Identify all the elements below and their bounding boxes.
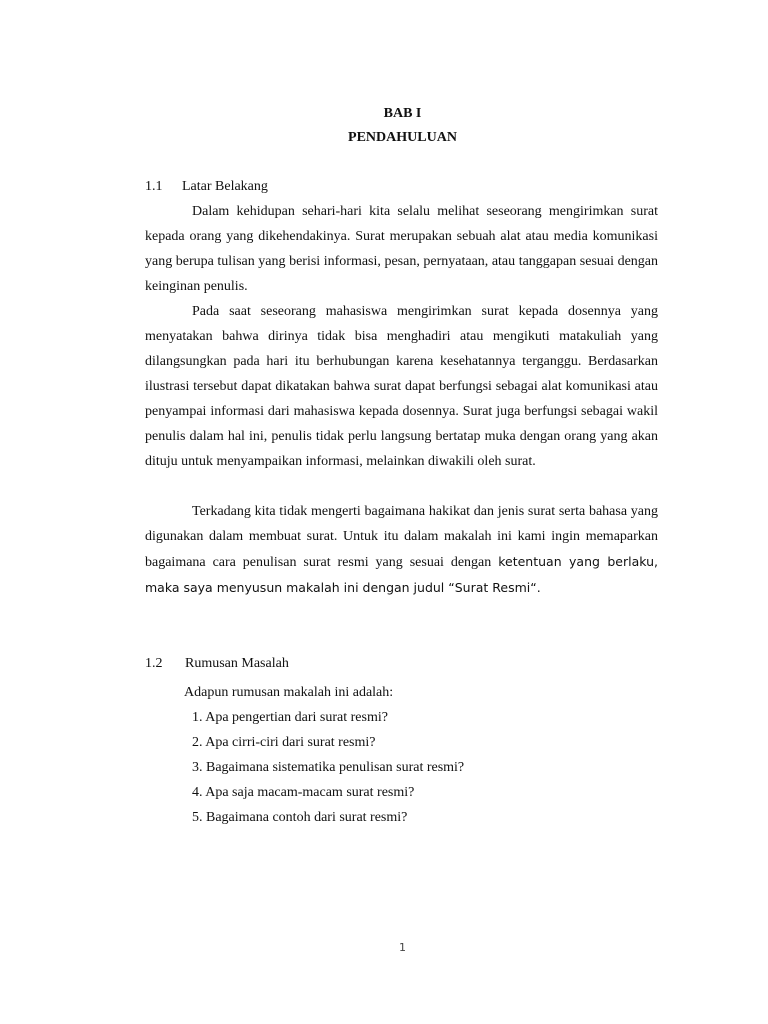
list-intro: Adapun rumusan makalah ini adalah:	[184, 685, 394, 700]
section-title: Rumusan Masalah	[185, 656, 289, 671]
list-item: 4. Apa saja macam-macam surat resmi?	[192, 785, 415, 800]
paragraph-1: Dalam kehidupan sehari-hari kita selalu melihat seseorang mengirimkan surat kepada orang yang dikehendakinya. Surat merupakan sebuah alat atau media komunikasi yang berupa tulisan yang berisi informasi, pesan, pernyataan, atau tanggapan sesuai dengan keinginan penulis.	[145, 204, 658, 294]
page-number: 1	[399, 941, 406, 954]
section-heading-latar-belakang	[145, 178, 268, 196]
section-number: 1.1	[145, 179, 163, 194]
paragraph-2: Pada saat seseorang mahasiswa mengirimkan surat kepada dosennya yang menyatakan bahwa dirinya tidak bisa menghadiri atau mengikuti matakuliah yang dilangsungkan pada hari itu berhubungan karena kesehatannya terganggu. Berdasarkan ilustrasi tersebut dapat dikatakan bahwa surat dapat berfungsi sebagai alat komunikasi atau penyampai informasi dari mahasiswa kepada dosennya. Surat juga berfungsi sebagai wakil penulis dalam hal ini, penulis tidak perlu langsung bertatap muka dengan orang yang akan dituju untuk menyampaikan informasi, melainkan diwakili oleh surat.	[145, 304, 658, 469]
list-item: 2. Apa cirri-ciri dari surat resmi?	[192, 735, 376, 750]
paragraph-3-main: Terkadang kita tidak mengerti bagaimana hakikat dan jenis surat serta bahasa yang digunakan dalam membuat surat. Untuk itu dalam makalah ini kami ingin memaparkan bagaimana cara penulisan surat resmi yang sesuai dengan	[145, 504, 658, 570]
section-heading-rumusan-masalah	[145, 655, 289, 673]
section-number: 1.2	[145, 656, 163, 671]
paragraph-3	[145, 499, 658, 601]
chapter-title: PENDAHULUAN	[348, 130, 457, 145]
list-item: 5. Bagaimana contoh dari surat resmi?	[192, 810, 408, 825]
question-list	[192, 705, 464, 830]
chapter-label: BAB I	[383, 106, 422, 121]
paragraph-3-tail: ketentuan yang berlaku, maka saya menyusun makalah ini dengan judul “Surat Resmi“.	[145, 554, 658, 595]
list-item: 3. Bagaimana sistematika penulisan surat resmi?	[192, 760, 465, 775]
section-title: Latar Belakang	[182, 179, 268, 194]
list-item: 1. Apa pengertian dari surat resmi?	[192, 710, 388, 725]
